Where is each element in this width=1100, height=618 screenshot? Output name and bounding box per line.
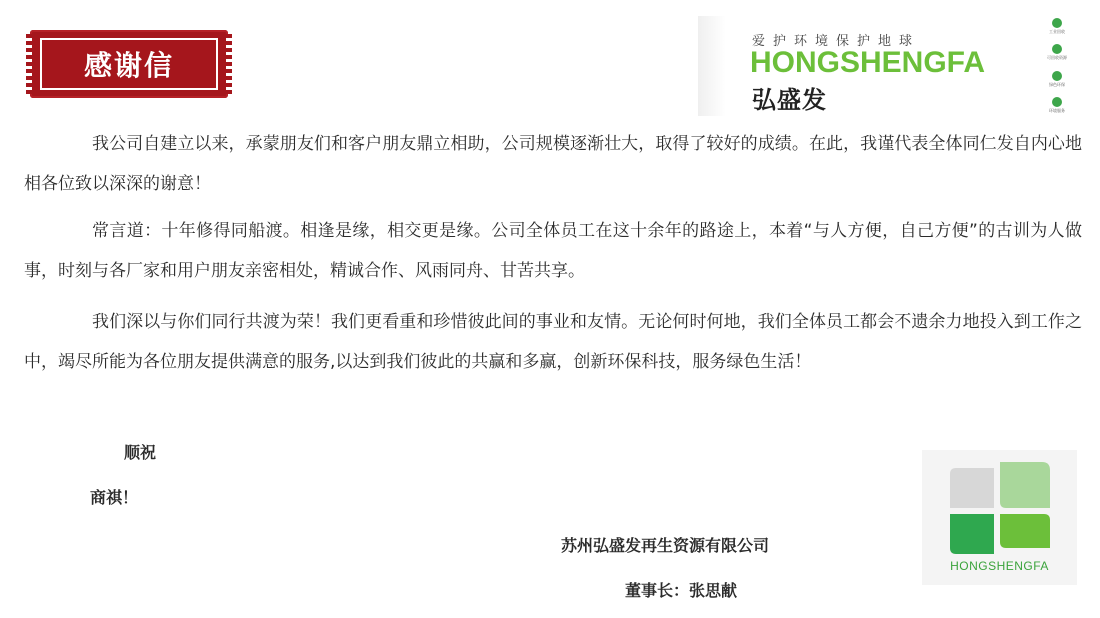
leaf-icon-dot <box>1052 71 1062 81</box>
title-frame <box>40 38 218 90</box>
header-logo-shade <box>698 16 726 116</box>
recycle-icon <box>1049 18 1065 35</box>
paragraph-text: 常言道：十年修得同船渡。相逢是缘，相交更是缘。公司全体员工在这十余年的路途上，本着“与人方便，自己方便”的古训为人做事，时刻与各厂家和用户朋友亲密相处，精诚合作、风雨同舟、甘苦共享。 <box>24 221 1082 281</box>
leaf-icon <box>1049 71 1065 88</box>
letter-paragraph-2 <box>24 211 1082 291</box>
letter-paragraph-1 <box>24 124 1082 204</box>
title-banner <box>30 30 228 98</box>
brand-slogan: 爱护环境保护地球 <box>752 34 921 49</box>
signer-name: 董事长：张思献 <box>625 581 738 600</box>
company-name: 苏州弘盛发再生资源有限公司 <box>561 536 770 555</box>
service-icon <box>1049 97 1065 114</box>
side-icon-label: 环境服务 <box>1049 107 1065 113</box>
letter-paragraph-3 <box>24 302 1082 382</box>
brand-name-en: HONGSHENGFA <box>750 46 986 79</box>
paragraph-text: 我公司自建立以来，承蒙朋友们和客户朋友鼎立相助，公司规模逐渐壮大，取得了较好的成绩。在此，我谨代表全体同仁发自内心地相各位致以深深的谢意！ <box>24 134 1082 194</box>
brand-name-cn: 弘盛发 <box>752 86 827 114</box>
side-icon-label: 工业回收 <box>1049 29 1065 34</box>
closing-wish: 顺祝 <box>124 443 157 462</box>
paragraph-text: 我们深以与你们同行共渡为荣！我们更看重和珍惜彼此间的事业和友情。无论何时何地，我们全体员工都会不遗余力地投入到工作之中，竭尽所能为各位朋友提供满意的服务,以达到我们彼此的共赢和多赢，创新环保科技，服务绿色生活！ <box>24 312 1082 372</box>
closing-regards: 商祺！ <box>90 488 139 507</box>
footer-logo <box>922 450 1077 585</box>
brand-side-icons <box>1040 18 1074 114</box>
resource-icon-dot <box>1052 44 1062 54</box>
footer-logo-text: HONGSHENGFA <box>950 559 1049 573</box>
side-icon-label: 可回收资源 <box>1047 55 1067 61</box>
resource-icon <box>1047 44 1067 61</box>
recycle-icon-dot <box>1052 18 1062 28</box>
service-icon-dot <box>1052 97 1062 107</box>
side-icon-label: 绿色环保 <box>1049 81 1065 87</box>
letter-title: 感谢信 <box>83 49 174 82</box>
